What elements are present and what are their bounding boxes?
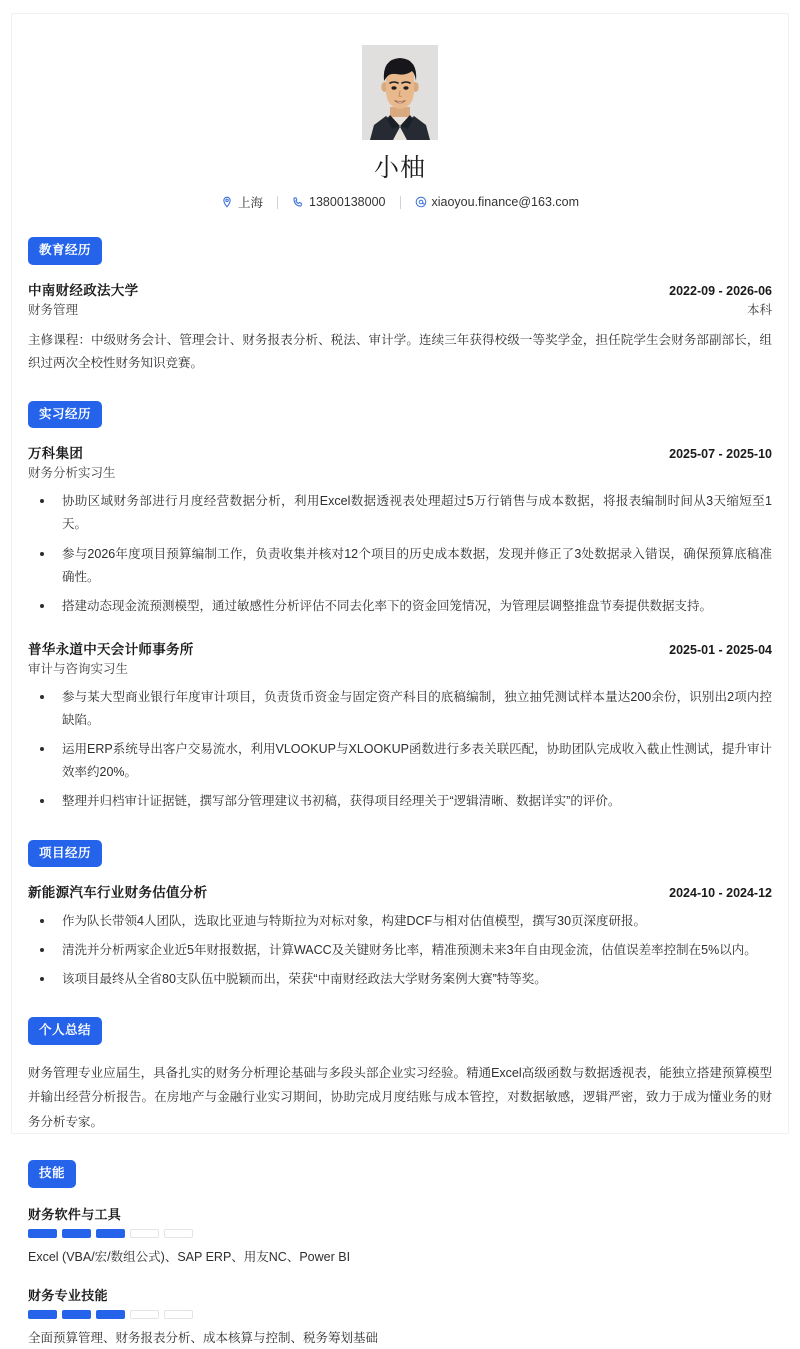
entry-subheader <box>28 463 772 481</box>
entry-subheader <box>28 659 772 677</box>
skill-detail: 全面预算管理、财务报表分析、成本核算与控制、税务筹划基础 <box>28 1328 772 1349</box>
school-name: 中南财经政法大学 <box>28 279 138 299</box>
degree-label: 本科 <box>747 300 772 318</box>
list-item: 清洗并分析两家企业近5年财报数据，计算WACC及关键财务比率，精准预测未来3年自由现金流，估值误差率控制在5%以内。 <box>28 939 772 962</box>
location-pin-icon <box>221 196 233 208</box>
internship-entry <box>28 638 772 814</box>
project-date-range: 2024-10 - 2024-12 <box>669 886 772 900</box>
education-date-range: 2022-09 - 2026-06 <box>669 284 772 298</box>
skill-bar-filled <box>62 1229 91 1238</box>
job-title: 审计与咨询实习生 <box>28 659 128 677</box>
list-item: 参与某大型商业银行年度审计项目，负责货币资金与固定资产科目的底稿编制，独立抽凭测试样本量达200余份，识别出2项内控缺陷。 <box>28 686 772 732</box>
entry-header <box>28 279 772 299</box>
contact-location <box>207 193 277 211</box>
contact-location-value: 上海 <box>238 193 263 211</box>
skill-bar-filled <box>28 1310 57 1319</box>
company-name: 万科集团 <box>28 442 83 462</box>
skill-rating <box>28 1310 772 1319</box>
major-name: 财务管理 <box>28 300 78 318</box>
skill-bar-filled <box>28 1229 57 1238</box>
education-entry <box>28 279 772 375</box>
internship-date-range: 2025-01 - 2025-04 <box>669 643 772 657</box>
contact-row <box>28 193 772 211</box>
skill-name: 财务专业技能 <box>28 1285 772 1304</box>
portrait-photo-icon <box>362 45 438 140</box>
project-bullet-list <box>28 910 772 991</box>
section-badge-skills: 技能 <box>28 1160 76 1188</box>
entry-header <box>28 638 772 658</box>
skill-bar-filled <box>96 1229 125 1238</box>
project-name: 新能源汽车行业财务估值分析 <box>28 881 207 901</box>
skill-rating <box>28 1229 772 1238</box>
email-at-icon <box>415 196 427 208</box>
education-description: 主修课程：中级财务会计、管理会计、财务报表分析、税法、审计学。连续三年获得校级一等奖学金，担任院学生会财务部副部长，组织过两次全校性财务知识竞赛。 <box>28 329 772 375</box>
list-item: 作为队长带领4人团队，选取比亚迪与特斯拉为对标对象，构建DCF与相对估值模型，撰写30页深度研报。 <box>28 910 772 933</box>
contact-email <box>401 195 594 209</box>
skill-bar-empty <box>130 1310 159 1319</box>
skills-list <box>28 1204 772 1349</box>
skill-bar-empty <box>130 1229 159 1238</box>
avatar <box>362 45 438 140</box>
skill-detail: Excel (VBA/宏/数组公式)、SAP ERP、用友NC、Power BI <box>28 1247 772 1268</box>
list-item: 运用ERP系统导出客户交易流水，利用VLOOKUP与XLOOKUP函数进行多表关联匹配，协助团队完成收入截止性测试，提升审计效率约20%。 <box>28 738 772 784</box>
section-badge-internship: 实习经历 <box>28 401 102 429</box>
contact-email-value: xiaoyou.finance@163.com <box>432 195 580 209</box>
skill-bar-empty <box>164 1229 193 1238</box>
section-projects <box>28 840 772 992</box>
internship-bullet-list <box>28 686 772 814</box>
skill-name: 财务软件与工具 <box>28 1204 772 1223</box>
list-item: 协助区域财务部进行月度经营数据分析，利用Excel数据透视表处理超过5万行销售与成本数据，将报表编制时间从3天缩短至1天。 <box>28 490 772 536</box>
section-education <box>28 237 772 375</box>
section-badge-education: 教育经历 <box>28 237 102 265</box>
section-skills <box>28 1160 772 1349</box>
company-name: 普华永道中天会计师事务所 <box>28 638 194 658</box>
page-title: 小柚 <box>28 153 772 183</box>
list-item: 该项目最终从全省80支队伍中脱颖而出，荣获“中南财经政法大学财务案例大赛”特等奖。 <box>28 968 772 991</box>
skill-bar-filled <box>62 1310 91 1319</box>
entry-header <box>28 881 772 901</box>
list-item: 整理并归档审计证据链，撰写部分管理建议书初稿，获得项目经理关于“逻辑清晰、数据详实”的评价。 <box>28 790 772 813</box>
section-badge-projects: 项目经历 <box>28 840 102 868</box>
skill-bar-filled <box>96 1310 125 1319</box>
list-item: 搭建动态现金流预测模型，通过敏感性分析评估不同去化率下的资金回笼情况，为管理层调整推盘节奏提供数据支持。 <box>28 595 772 618</box>
internship-bullet-list <box>28 490 772 618</box>
section-internship <box>28 401 772 814</box>
resume-header <box>28 0 772 211</box>
skill-item <box>28 1204 772 1268</box>
skill-bar-empty <box>164 1310 193 1319</box>
entry-header <box>28 442 772 462</box>
project-entry <box>28 881 772 991</box>
entry-subheader <box>28 300 772 318</box>
summary-text: 财务管理专业应届生，具备扎实的财务分析理论基础与多段头部企业实习经验。精通Excel高级函数与数据透视表，能独立搭建预算模型并输出经营分析报告。在房地产与金融行业实习期间，协助完成月度结账与成本管控，对数据敏感，逻辑严密，致力于成为懂业务的财务分析专家。 <box>28 1061 772 1134</box>
internship-entry <box>28 442 772 618</box>
contact-phone-value: 13800138000 <box>309 195 385 209</box>
contact-phone <box>278 195 399 209</box>
skill-item <box>28 1285 772 1349</box>
section-badge-summary: 个人总结 <box>28 1017 102 1045</box>
internship-date-range: 2025-07 - 2025-10 <box>669 447 772 461</box>
job-title: 财务分析实习生 <box>28 463 116 481</box>
section-summary <box>28 1017 772 1134</box>
phone-icon <box>292 196 304 208</box>
list-item: 参与2026年度项目预算编制工作，负责收集并核对12个项目的历史成本数据，发现并修正了3处数据录入错误，确保预算底稿准确性。 <box>28 543 772 589</box>
